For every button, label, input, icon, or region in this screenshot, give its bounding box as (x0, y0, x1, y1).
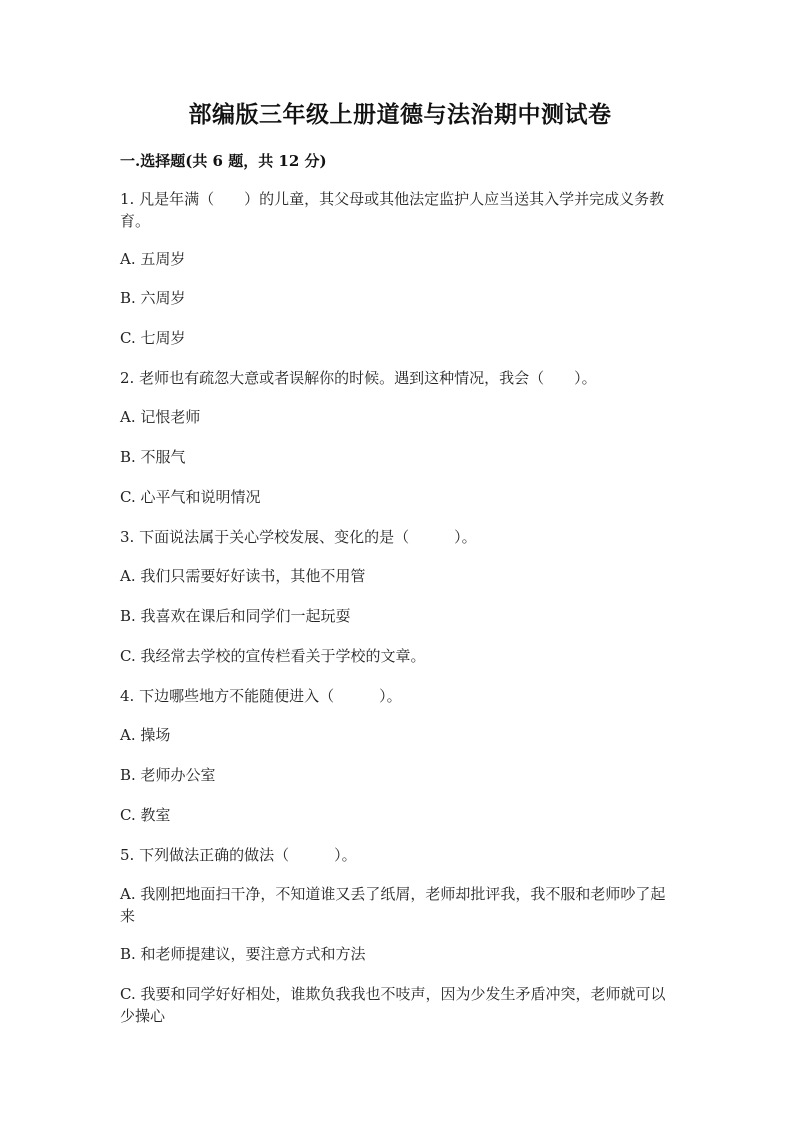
option-4c: C. 教室 (120, 806, 171, 824)
option-4a: A. 操场 (120, 726, 171, 744)
option-5c: C. 我要和同学好好相处，谁欺负我我也不吱声，因为少发生矛盾冲突，老师就可以少操心 (120, 985, 666, 1025)
option-5b: B. 和老师提建议，要注意方式和方法 (120, 945, 366, 963)
page-title: 部编版三年级上册道德与法治期中测试卷 (188, 101, 612, 128)
option-3c: C. 我经常去学校的宣传栏看关于学校的文章。 (120, 647, 426, 665)
question-stem-1: 1. 凡是年满（ ）的儿童，其父母或其他法定监护人应当送其入学并完成义务教育。 (120, 190, 665, 230)
question-stem-5: 5. 下列做法正确的做法（ ）。 (120, 846, 357, 864)
option-1a: A. 五周岁 (120, 250, 186, 268)
option-2a: A. 记恨老师 (120, 408, 201, 426)
option-2b: B. 不服气 (120, 448, 186, 466)
question-stem-4: 4. 下边哪些地方不能随便进入（ ）。 (120, 687, 402, 705)
option-5a: A. 我刚把地面扫干净，不知道谁又丢了纸屑，老师却批评我，我不服和老师吵了起来 (120, 885, 666, 925)
option-2c: C. 心平气和说明情况 (120, 488, 261, 506)
question-stem-3: 3. 下面说法属于关心学校发展、变化的是（ ）。 (120, 528, 477, 546)
option-1b: B. 六周岁 (120, 289, 186, 307)
section-heading: 一.选择题(共 6 题，共 12 分) (120, 152, 327, 170)
option-3b: B. 我喜欢在课后和同学们一起玩耍 (120, 607, 351, 625)
option-4b: B. 老师办公室 (120, 766, 216, 784)
option-1c: C. 七周岁 (120, 329, 186, 347)
question-stem-2: 2. 老师也有疏忽大意或者误解你的时候。遇到这种情况，我会（ ）。 (120, 369, 597, 387)
option-3a: A. 我们只需要好好读书，其他不用管 (120, 567, 366, 585)
